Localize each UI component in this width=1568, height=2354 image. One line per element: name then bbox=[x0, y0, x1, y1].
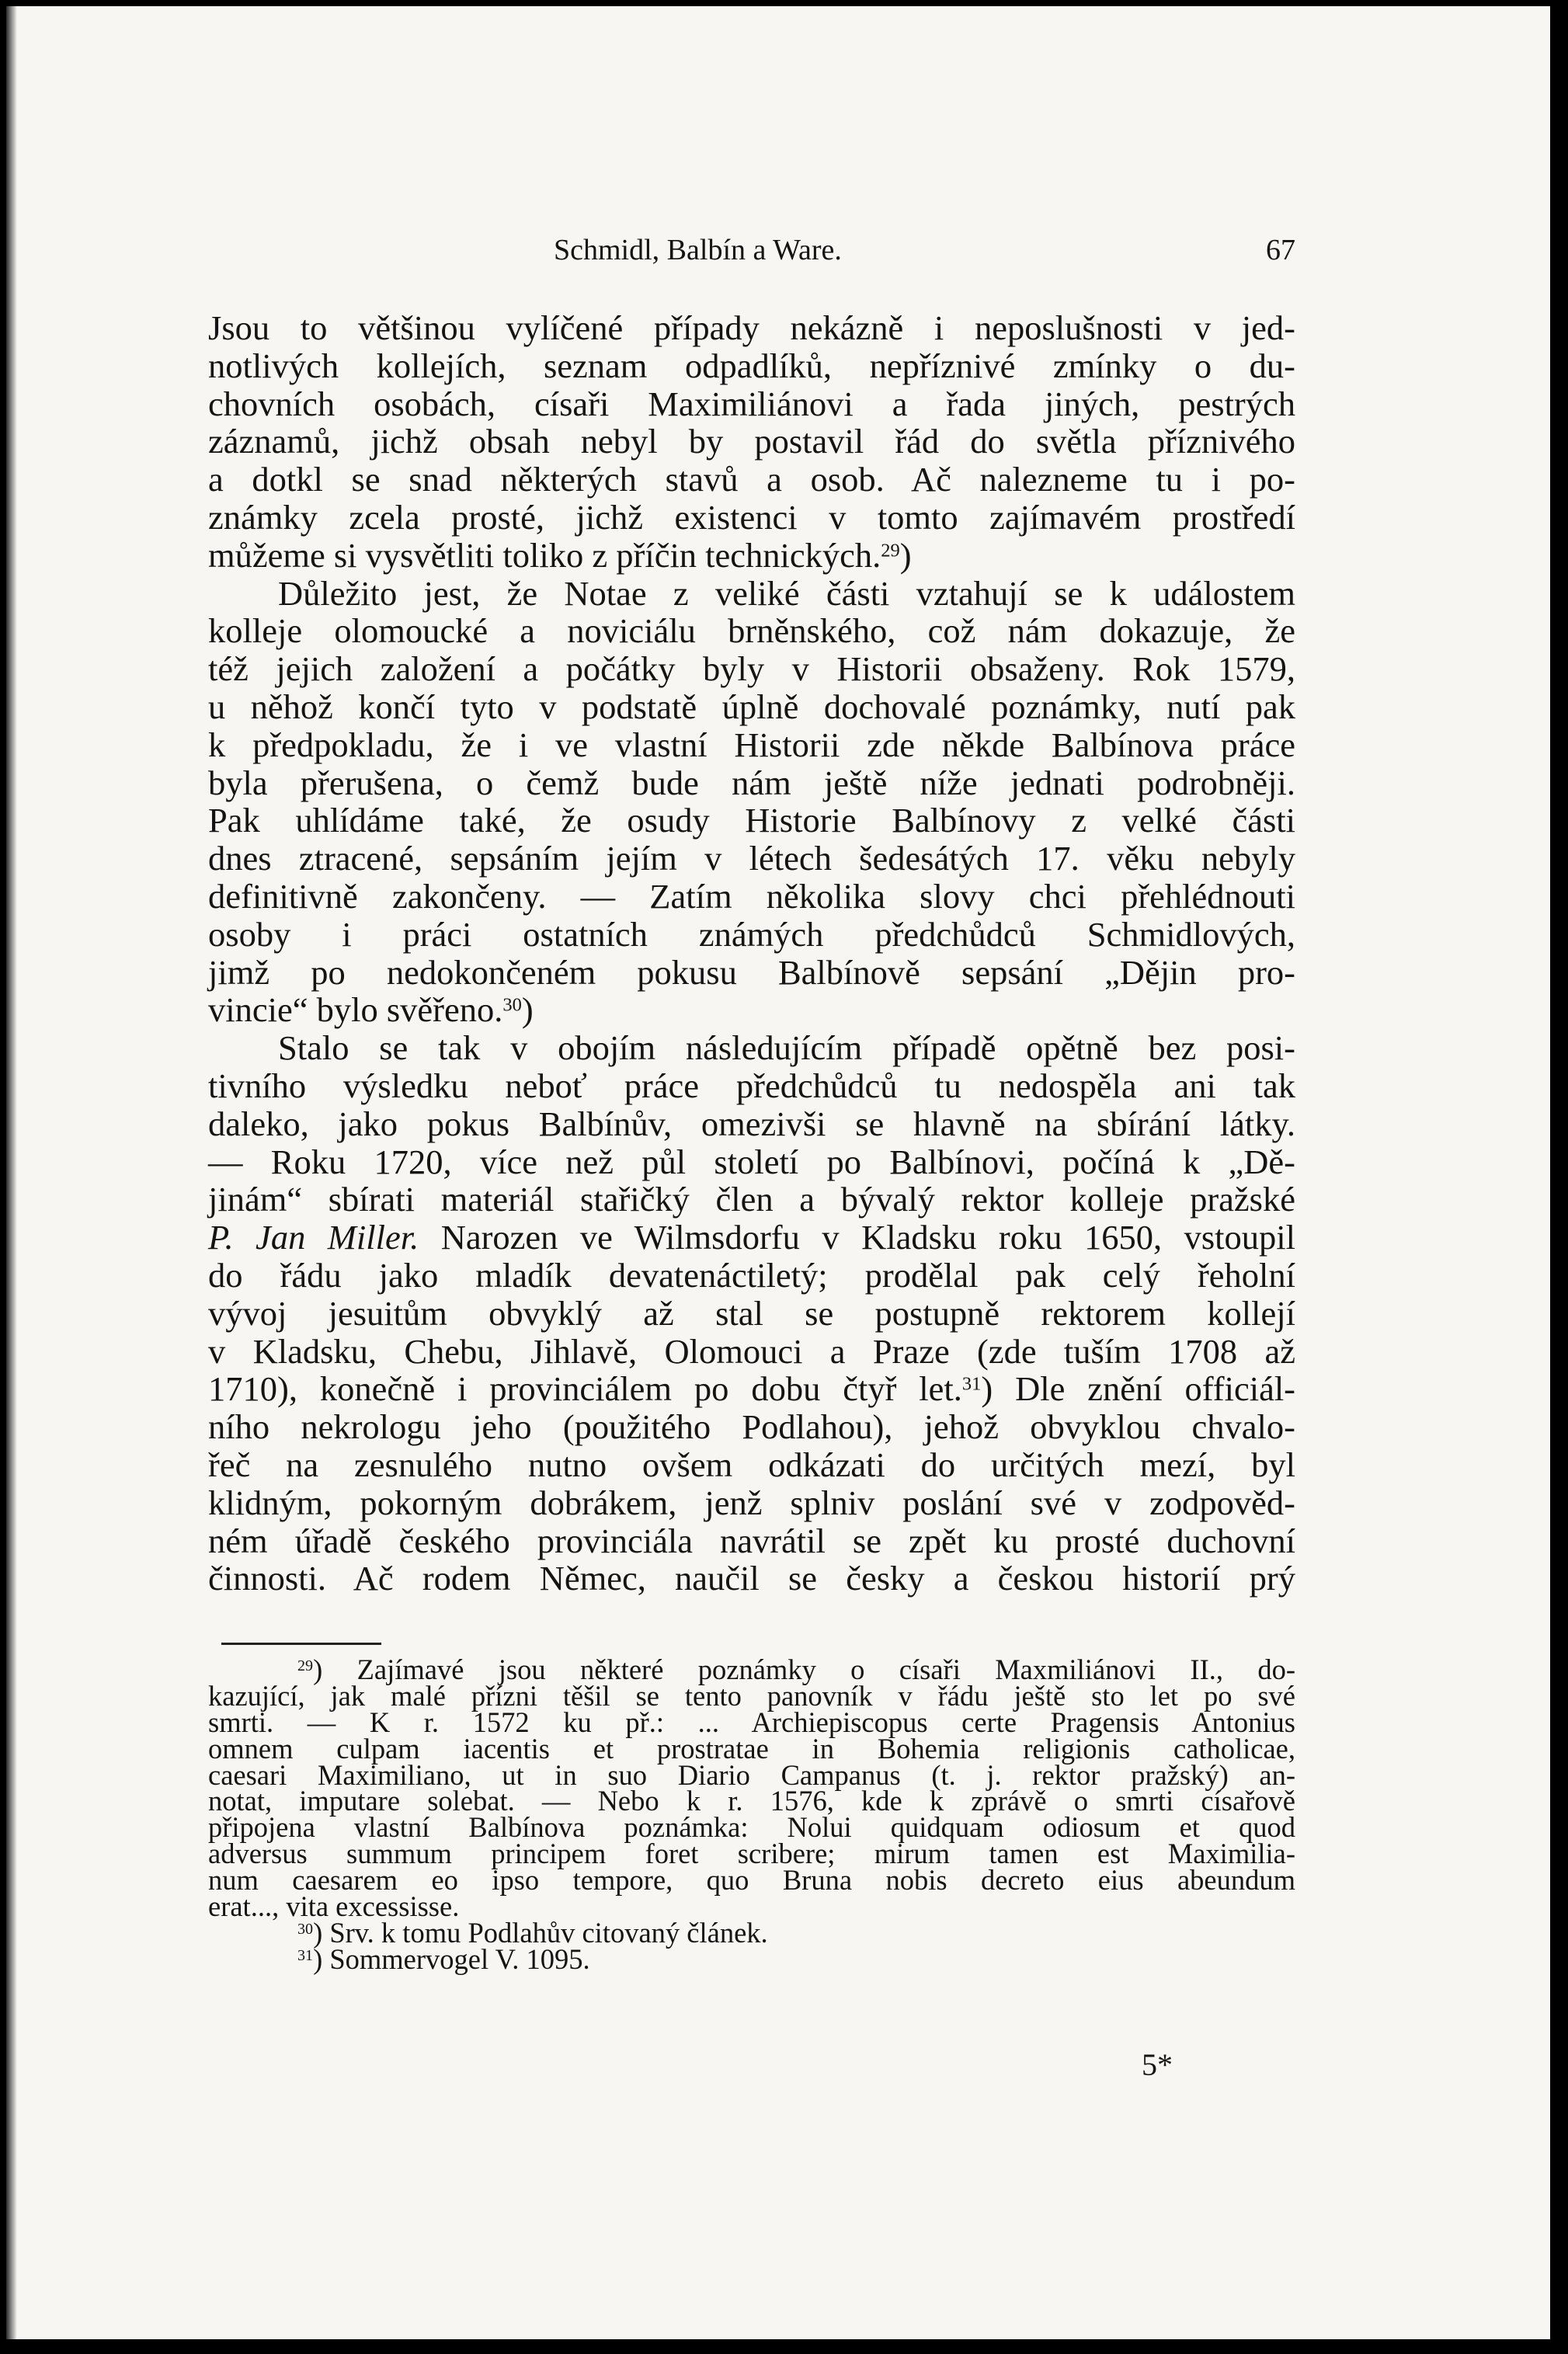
text-line: ném úřadě českého provinciála navrátil se zpět ku prosté duchovní bbox=[208, 1521, 1295, 1560]
text-segment: Narozen ve Wilmsdorfu v Kladsku roku 1650, vstoupil bbox=[419, 1218, 1296, 1257]
footnote-divider bbox=[221, 1643, 381, 1645]
text-line: kolleje olomoucké a noviciálu brněnského, což nám dokazuje, že bbox=[208, 611, 1295, 651]
footnote-line: smrti. — K r. 1572 ku př.: ... Archiepiscopus certe Pragensis Antonius bbox=[208, 1706, 1295, 1738]
text-line: 1710), konečně i provinciálem po dobu čtyř let.$^{31}$) Dle znění officiál- bbox=[208, 1369, 1296, 1409]
text-line: notlivých kollejích, seznam odpadlíků, nepříznivé zmínky o du- bbox=[208, 346, 1295, 385]
text-line: vývoj jesuitům obvyklý až stal se postupně rektorem kollejí bbox=[208, 1293, 1295, 1333]
text-line: klidným, pokorným dobrákem, jenž splniv poslání své v zodpověd- bbox=[208, 1483, 1295, 1522]
footnotes bbox=[208, 1653, 1295, 1975]
printer-signature-mark: 5* bbox=[1142, 2047, 1173, 2082]
text-line: u něhož končí tyto v podstatě úplně dochovalé poznámky, nutí pak bbox=[208, 687, 1295, 726]
text-segment: 1710), konečně i provinciálem po dobu čtyř let. bbox=[208, 1369, 962, 1409]
main-text bbox=[208, 309, 1295, 1598]
text-line: definitivně zakončeny. — Zatím několika slovy chci přehlédnouti bbox=[208, 876, 1295, 916]
text-segment: ) Zajímavé jsou některé poznámky o císaři Maxmiliánovi II., do- bbox=[313, 1653, 1295, 1685]
footnote-line: erat..., vita excessisse. bbox=[208, 1890, 460, 1923]
text-line: činnosti. Ač rodem Němec, naučil se česky a českou historií prý bbox=[208, 1559, 1295, 1598]
text-line: osoby i práci ostatních známých předchůdců Schmidlových, bbox=[208, 914, 1295, 954]
text-line: dnes ztracené, sepsáním jejím v létech šedesátých 17. věku nebyly bbox=[208, 839, 1295, 878]
footnote-mark: 30 bbox=[297, 1920, 314, 1938]
text-line: jinám“ sbírati materiál stařičký člen a bývalý rektor kolleje pražské bbox=[208, 1180, 1295, 1219]
text-segment: ) Sommervogel V. 1095. bbox=[313, 1942, 590, 1975]
running-title: Schmidl, Balbín a Ware. bbox=[554, 234, 842, 266]
footnote-ref: 31 bbox=[961, 1373, 982, 1395]
footnote-line: připojena vlastní Balbínova poznámka: Nolui quidquam odiosum et quod bbox=[208, 1811, 1295, 1844]
text-line: k předpokladu, že i ve vlastní Historii zde někde Balbínova práce bbox=[208, 725, 1295, 764]
text-line bbox=[208, 1219, 1295, 1257]
footnote-30 bbox=[208, 1916, 1295, 1949]
footnote-mark: 31 bbox=[297, 1946, 314, 1964]
person-name: P. Jan Miller. bbox=[208, 1218, 419, 1257]
text-line: Důležito jest, že Notae z veliké části vztahují se k událostem bbox=[278, 573, 1295, 613]
footnote-line: caesari Maximiliano, ut in suo Diario Campanus (t. j. rektor pražský) an- bbox=[208, 1758, 1295, 1791]
text-line: v Kladsku, Chebu, Jihlavě, Olomouci a Praze (zde tuším 1708 až bbox=[208, 1331, 1295, 1371]
text-line: záznamů, jichž obsah nebyl by postavil řád do světla příznivého bbox=[208, 422, 1295, 461]
text-segment: vincie“ bylo svěřeno. bbox=[208, 990, 503, 1030]
text-line: řeč na zesnulého nutno ovšem odkázati do určitých mezí, byl bbox=[208, 1445, 1295, 1484]
text-line: jimž po nedokončeném pokusu Balbínově sepsání „Dějin pro- bbox=[208, 952, 1295, 992]
footnote-31 bbox=[208, 1942, 1295, 1975]
text-line: Jsou to většinou vylíčené případy nekázně i neposlušnosti v jed- bbox=[208, 308, 1295, 347]
text-line: chovních osobách, císaři Maximiliánovi a řada jiných, pestrých bbox=[208, 384, 1295, 423]
text-line: též jejich založení a počátky byly v Historii obsaženy. Rok 1579, bbox=[208, 649, 1295, 689]
text-line: Stalo se tak v obojím následujícím případě opětně bez posi- bbox=[278, 1028, 1295, 1068]
text-line: můžeme si vysvětliti toliko z příčin technických.$^{29}$) bbox=[208, 535, 912, 575]
text-line: daleko, jako pokus Balbínův, omezivši se hlavně na sbírání látky. bbox=[208, 1104, 1295, 1143]
text-segment: Dle znění officiál- bbox=[993, 1369, 1296, 1409]
page-header bbox=[208, 233, 1295, 280]
footnote-line: omnem culpam iacentis et prostratae in Bohemia religionis catholicae, bbox=[208, 1732, 1295, 1765]
footnote-29 bbox=[208, 1653, 1295, 1685]
footnote-line: num caesarem eo ipso tempore, quo Bruna nobis decreto eius abeundum bbox=[208, 1864, 1295, 1897]
text-line: a dotkl se snad některých stavů a osob. Ač nalezneme tu i po- bbox=[208, 460, 1295, 499]
footnote-ref: 30 bbox=[502, 994, 522, 1016]
text-line: vincie“ bylo svěřeno.$^{30}$) bbox=[208, 990, 534, 1030]
footnote-line: adversus summum principem foret scribere; mirum tamen est Maximilia- bbox=[208, 1838, 1295, 1870]
page-number: 67 bbox=[1266, 234, 1295, 266]
text-line: byla přerušena, o čemž bude nám ještě níže jednati podrobněji. bbox=[208, 763, 1295, 802]
text-line: Pak uhlídáme také, že osudy Historie Balbínovy z velké části bbox=[208, 801, 1295, 840]
footnote-ref: 29 bbox=[881, 540, 900, 562]
footnote-line: notat, imputare solebat. — Nebo k r. 1576, kde k zprávě o smrti císařově bbox=[208, 1785, 1295, 1817]
text-line: do řádu jako mladík devatenáctiletý; prodělal pak celý řeholní bbox=[208, 1255, 1295, 1295]
text-line: tivního výsledku neboť práce předchůdců tu nedospěla ani tak bbox=[208, 1066, 1295, 1105]
text-line: — Roku 1720, více než půl století po Balbínovi, počíná k „Dě- bbox=[208, 1142, 1295, 1181]
text-segment: můžeme si vysvětliti toliko z příčin technických. bbox=[208, 535, 881, 575]
text-line: známky zcela prosté, jichž existenci v tomto zajímavém prostředí bbox=[208, 497, 1295, 537]
footnote-line: kazující, jak malé přízni těšil se tento panovník v řádu ještě sto let po své bbox=[208, 1679, 1295, 1712]
footnote-mark: 29 bbox=[297, 1657, 314, 1674]
book-spine-shadow bbox=[6, 6, 17, 2339]
text-line: ního nekrologu jeho (použitého Podlahou), jehož obvyklou chvalo- bbox=[208, 1407, 1295, 1447]
text-segment: ) Srv. k tomu Podlahův citovaný článek. bbox=[313, 1916, 768, 1949]
